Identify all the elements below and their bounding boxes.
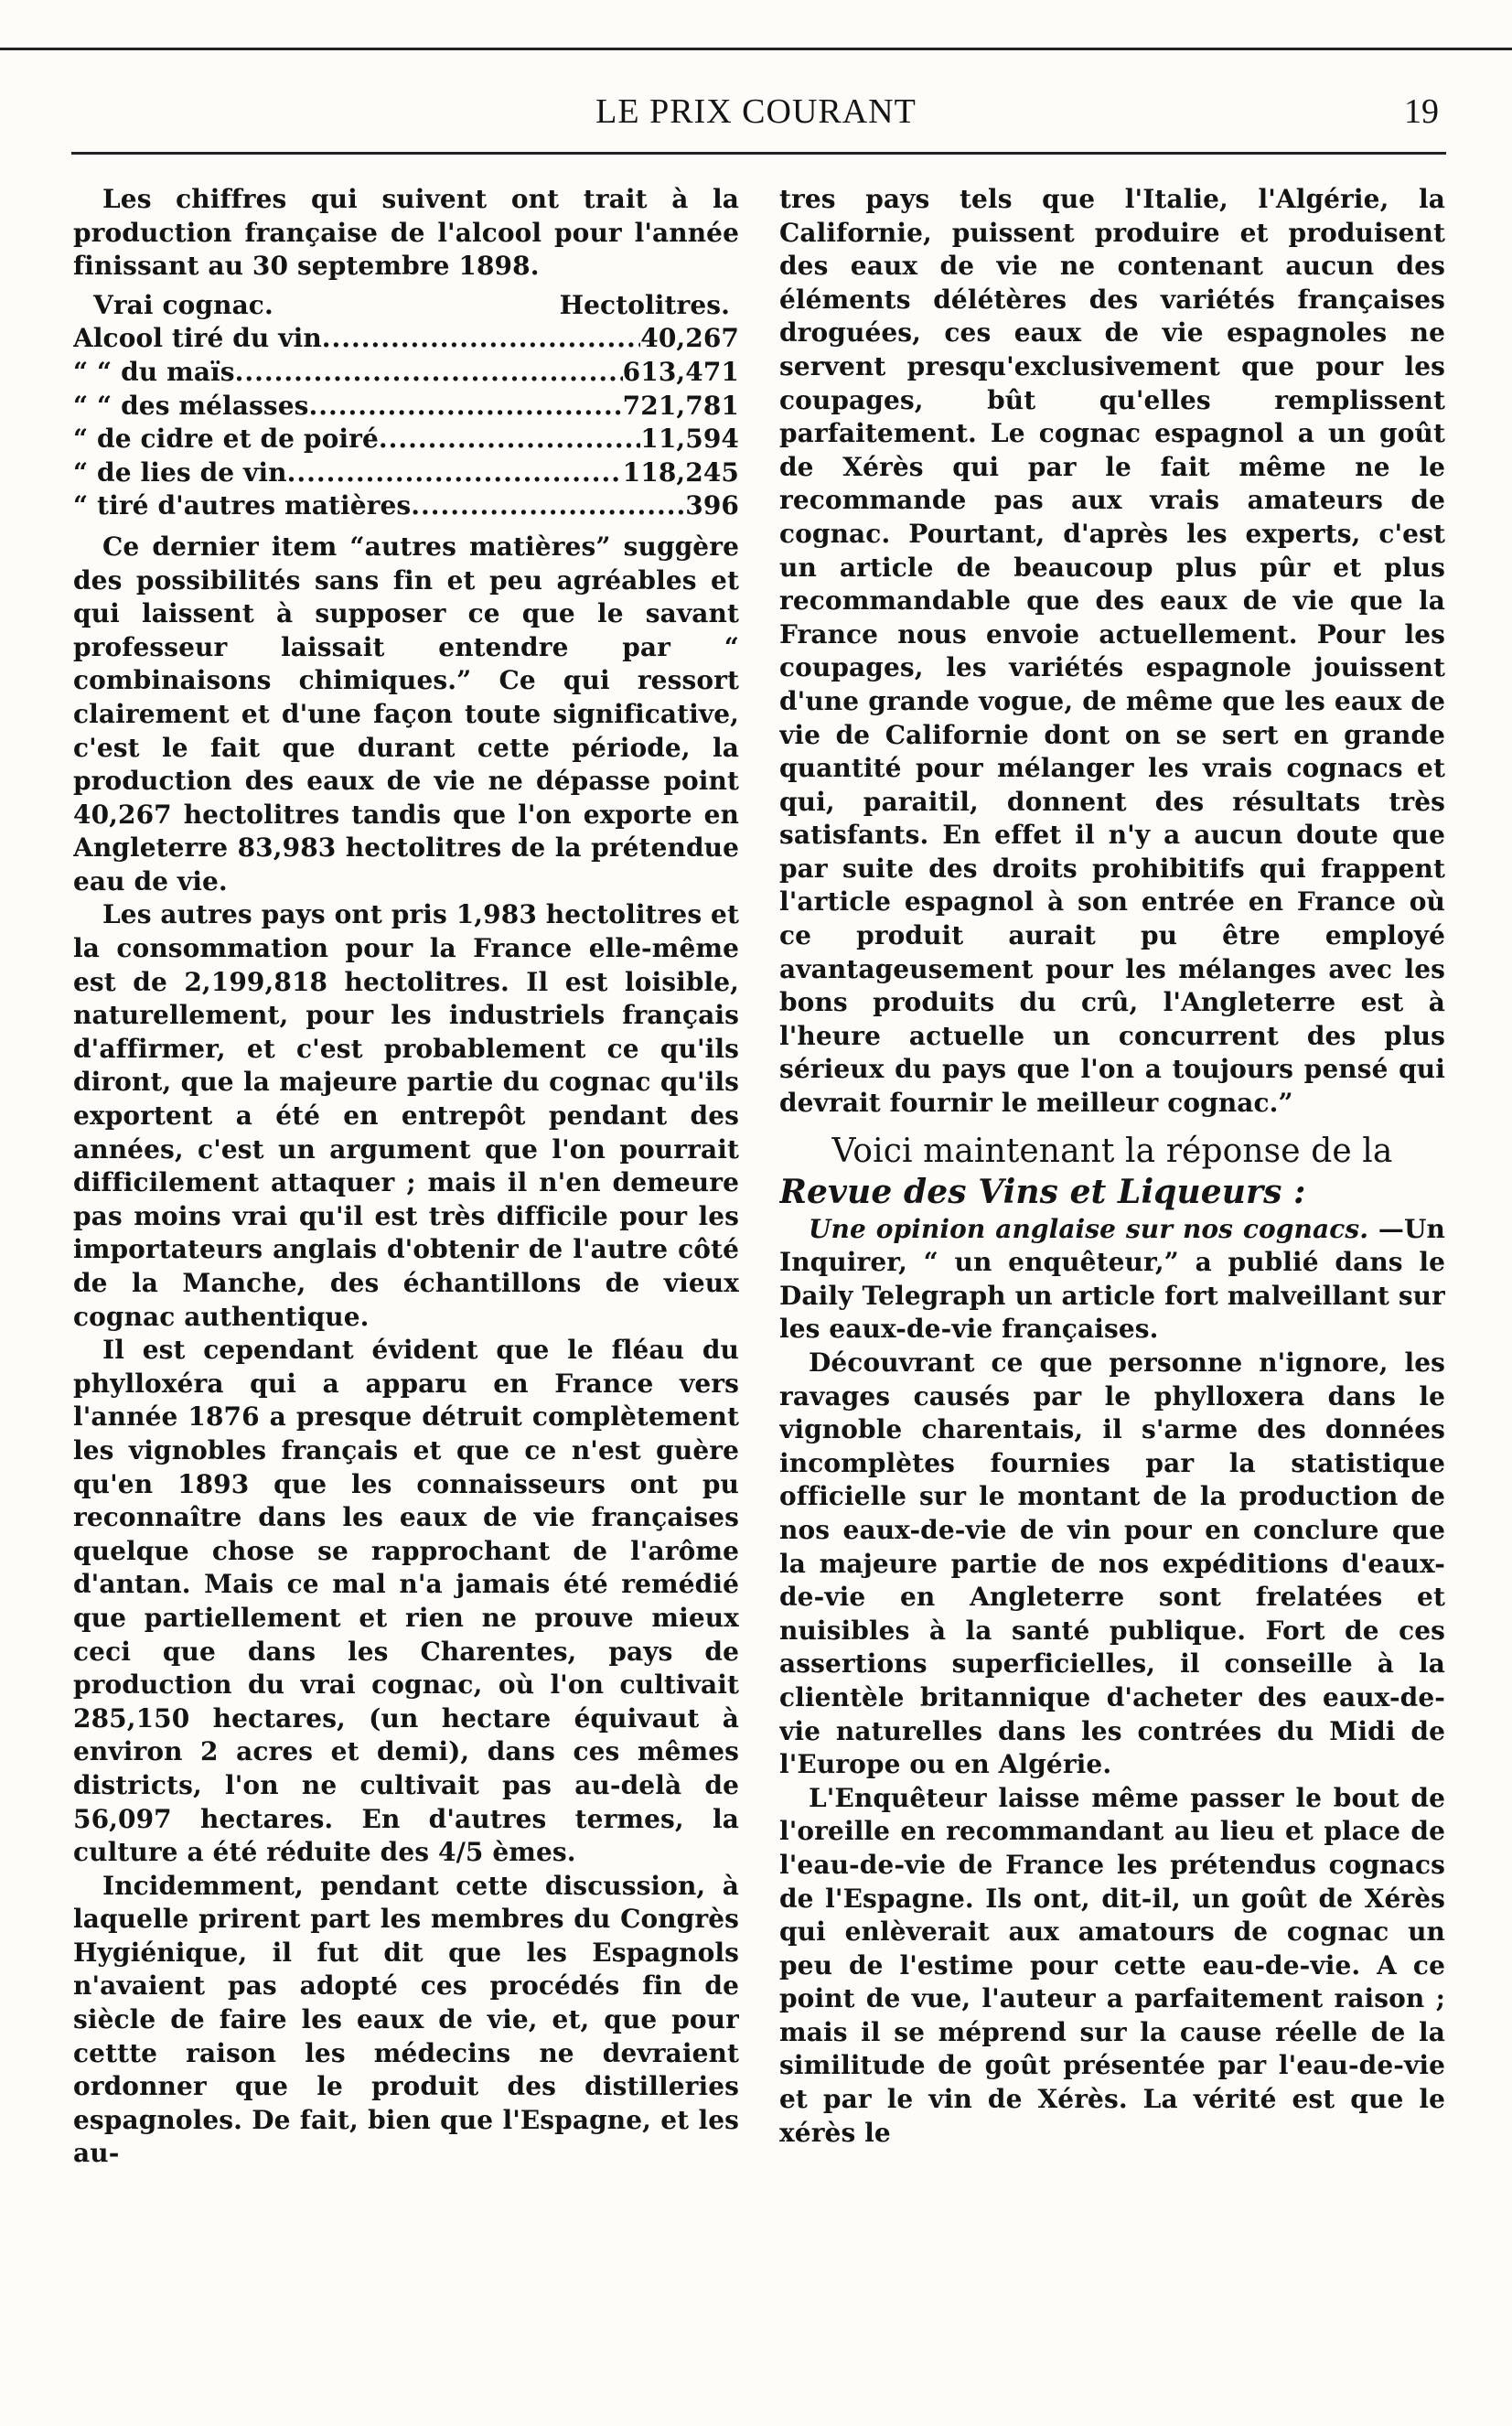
body-paragraph: Ce dernier item “autres matières” suggère des possibilités sans fin et peu agréables et qui laissent à supposer ce que le savant professeur laissait entendre par “ combinaisons chimiques.” Ce qui ressort clairement et d'une façon toute significative, c'est le fait que durant cette période, la production des eaux de vie ne dépasse point 40,267 hectolitres tandis que l'on exporte en Angleterre 83,983 hectolitres de la prétendue eau de vie. xyxy=(73,531,739,896)
leader-dots xyxy=(287,456,623,490)
header-rule xyxy=(71,152,1446,155)
leader-dots xyxy=(411,489,685,523)
row-value: 11,594 xyxy=(640,424,739,455)
leader-dots xyxy=(309,390,623,424)
row-label: “ de cidre et de poiré xyxy=(73,424,379,455)
leader-dots xyxy=(322,322,640,356)
table-header-label: Vrai cognac. xyxy=(93,289,273,320)
row-label: “ tiré d'autres matières xyxy=(73,490,412,521)
body-paragraph: L'Enquêteur laisse même passer le bout de l'oreille en recommandant au lieu et place de l'eau-de-vie de France les prétendus cognacs de l'Espagne. Ils ont, dit-il, un goût de Xérès qui enlèverait aux amatours de cognac un peu de l'estime pour cette eau-de-vie. A ce point de vue, l'auteur a parfaitement raison ; mais il se méprend sur la cause réelle de la similitude de goût présentée par l'eau-de-vie et par le vin de Xérès. La vérité est que le xérès le xyxy=(779,1782,1445,2148)
article-first: —Un Inquirer, “ un enquêteur,” a publié dans le Daily Telegraph un article fort malveillant sur les eaux-de-vie françaises. xyxy=(779,1213,1445,1345)
body-paragraph: Découvrant ce que personne n'ignore, les ravages causés par le phylloxera dans le vignoble charentais, il s'arme des données incomplètes fournies par la statistique officielle sur le montant de la production de nos eaux-de-vie de vin pour en conclure que la majeure partie de nos expéditions d'eaux-de-vie en Angleterre sont frelatées et nuisibles à la santé publique. Fort de ces assertions superficielles, il conseille à la clientèle britannique d'acheter des eaux-de-vie naturelles dans les contrées du Midi de l'Europe ou en Algérie. xyxy=(779,1347,1445,1780)
running-title: LE PRIX COURANT xyxy=(595,92,917,131)
table-row xyxy=(73,456,739,490)
leader-dots xyxy=(379,423,640,456)
row-label: Alcool tiré du vin xyxy=(73,323,322,354)
article-title: Une opinion anglaise sur nos cognacs. xyxy=(809,1213,1369,1244)
row-value: 721,781 xyxy=(622,390,739,421)
row-label: “ “ des mélasses xyxy=(73,390,309,421)
table-row xyxy=(73,390,739,424)
row-value: 118,245 xyxy=(622,456,739,488)
intro-paragraph: Les chiffres qui suivent ont trait à la production française de l'alcool pour l'année finissant au 30 septembre 1898. xyxy=(73,184,739,282)
section-subhead xyxy=(779,1132,1445,1213)
page-number: 19 xyxy=(1404,92,1439,131)
subhead-text: Voici maintenant la réponse de la xyxy=(831,1132,1393,1170)
right-column xyxy=(779,183,1445,2397)
continuation-paragraph: tres pays tels que l'Italie, l'Algérie, la Californie, puissent produire et produisent des eaux de vie ne contenant aucun des éléments délétères des variétés françaises droguées, ces eaux de vie espagnoles ne servent presqu'exclusivement que pour les coupages, bût qu'elles remplissent parfaitement. Le cognac espagnol a un goût de Xérès qui par le fait même ne le recommande pas aux vrais amateurs de cognac. Pourtant, d'après les experts, c'est un article de beaucoup plus pûr et plus recommandable que des eaux de vie que la France nous envoie actuellement. Pour les coupages, les variétés espagnole jouissent d'une grande vogue, de même que les eaux de vie de Californie dont on se sert en grande quantité pour mélanger les vrais cognacs et qui, paraitil, donnent des résultats très satisfants. En effet il n'y a aucun doute que par suite des droits prohibitifs qui frappent l'article espagnol à son entrée en France où ce produit aurait pu être employé avantageusement pour les mélanges avec les bons produits du crû, l'Angleterre est à l'heure actuelle un concurrent des plus sérieux du pays que l'on a toujours pensé qui devrait fournir le meilleur cognac.” xyxy=(779,184,1445,1119)
body-paragraph: Incidemment, pendant cette discussion, à laquelle prirent part les membres du Congrès Hygiénique, il fut dit que les Espagnols n'avaient pas adopté ces procédés fin de siècle de faire les eaux de vie, et, que pour cettte raison les médecins ne devraient ordonner que le produit des distilleries espagnoles. De fait, bien que l'Espagne, et les au- xyxy=(73,1870,739,2169)
table-header xyxy=(73,289,739,323)
row-value: 40,267 xyxy=(640,323,739,354)
table-row xyxy=(73,356,739,390)
row-label: “ de lies de vin xyxy=(73,456,287,488)
table-row xyxy=(73,423,739,456)
table-row xyxy=(73,489,739,523)
row-value: 396 xyxy=(685,490,739,521)
row-value: 613,471 xyxy=(622,356,739,387)
leader-dots xyxy=(235,356,623,390)
body-paragraph: Il est cependant évident que le fléau du phylloxéra qui a apparu en France vers l'année 1876 a presque détruit complètement les vignobles français et que ce n'est guère qu'en 1893 que les connaisseurs ont pu reconnaître dans les eaux de vie françaises quelque chose se rapprochant de l'arôme d'antan. Mais ce mal n'a jamais été remédié que partiellement et rien ne prouve mieux ceci que dans les Charentes, pays de production du vrai cognac, où l'on cultivait 285,150 hectares, (un hectare équivaut à environ 2 acres et demi), dans ces mêmes districts, l'on ne cultivait pas au-delà de 56,097 hectares. En d'autres termes, la culture a été réduite des 4/5 èmes. xyxy=(73,1335,739,1868)
body-paragraph: Les autres pays ont pris 1,983 hectolitres et la consommation pour la France elle-même est de 2,199,818 hectolitres. Il est loisible, naturellement, pour les industriels français d'affirmer, et c'est probablement ce qu'ils diront, que la majeure partie du cognac qu'ils exportent a été en entrepôt pendant des années, c'est un argument que l'on pourrait difficilement attaquer ; mais il n'en demeure pas moins vrai qu'il est très difficile pour les importateurs anglais d'obtenir de l'autre côté de la Manche, des échantillons de vieux cognac authentique. xyxy=(73,899,739,1332)
row-label: “ “ du maïs xyxy=(73,356,235,387)
subhead-source xyxy=(779,1172,1445,1213)
table-header-unit: Hectolitres. xyxy=(559,289,730,320)
subhead-source-title: Revue des Vins et Liqueurs : xyxy=(779,1172,1306,1211)
table-row xyxy=(73,322,739,356)
article-lead xyxy=(779,1213,1445,1347)
page-header xyxy=(73,91,1439,146)
production-table xyxy=(73,289,739,523)
left-column xyxy=(73,183,739,2397)
top-rule xyxy=(0,48,1512,50)
